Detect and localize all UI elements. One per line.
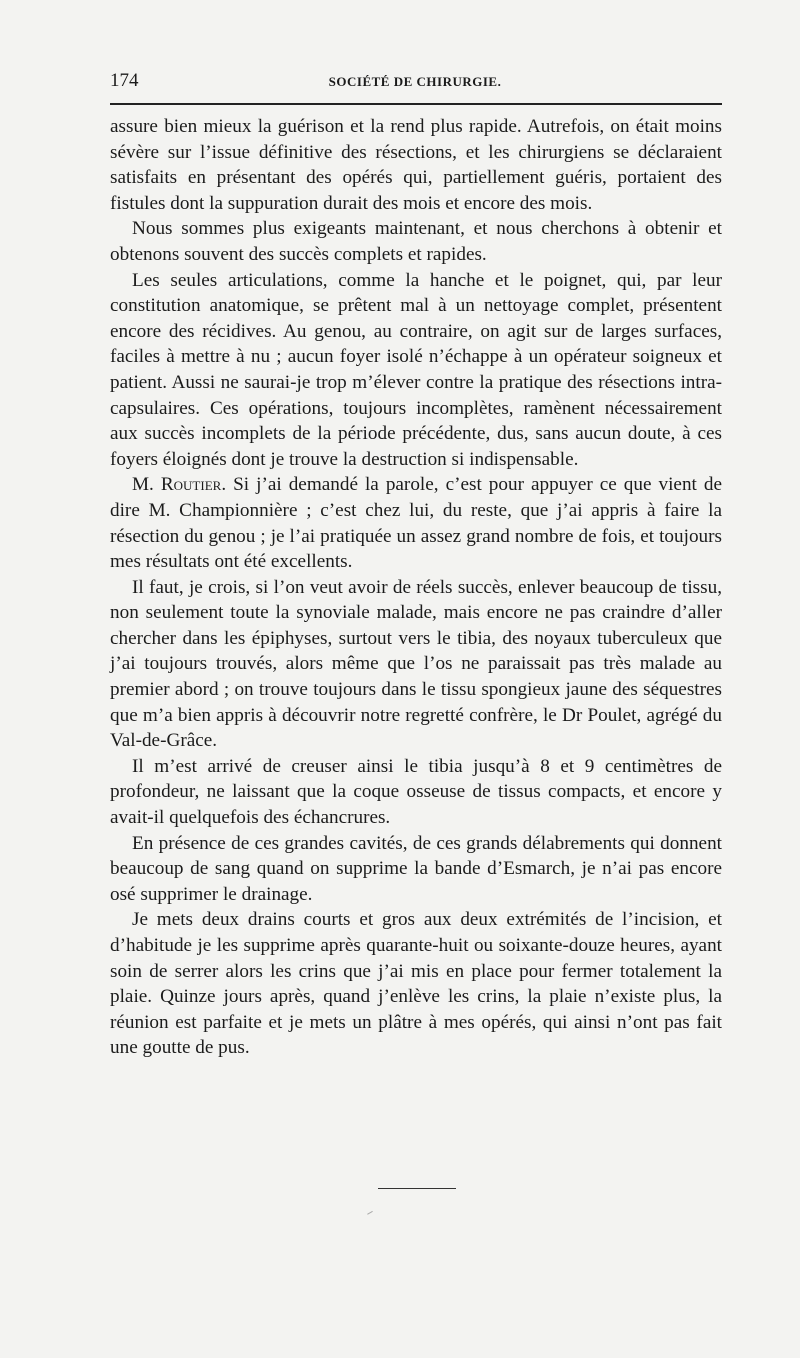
section-end-rule (378, 1188, 456, 1189)
paragraph: Je mets deux drains courts et gros aux deux extrémités de l’incision, et d’habitude je les supprime après quarante-huit ou soixante-douze heures, ayant soin de serrer alors les crins que j’ai mis en place pour fermer totalement la plaie. Quinze jours après, quand j’enlève les crins, la plaie n’existe plus, la réunion est parfaite et je mets un plâtre à mes opérés, qui ainsi n’ont pas fait une goutte de pus. (110, 909, 722, 1059)
paragraph: assure bien mieux la guérison et la rend plus rapide. Autrefois, on était moins sévère sur l’issue définitive des résections, et les chirurgiens se déclaraient satisfaits en présentant des opérés qui, partiellement guéris, portaient des fistules dont la suppuration durait des mois et encore des mois. (110, 116, 722, 214)
paragraph: Il m’est arrivé de creuser ainsi le tibia jusqu’à 8 et 9 centimètres de profondeur, ne laissant que la coque osseuse de tissus compacts, et encore y avait-il quelquefois des échancrures. (110, 755, 722, 829)
running-title: SOCIÉTÉ DE CHIRURGIE. (328, 74, 502, 89)
header-rule (110, 103, 722, 105)
paragraph: Nous sommes plus exigeants maintenant, et nous cherchons à obtenir et obtenons souvent des succès complets et rapides. (110, 218, 722, 265)
body-text (110, 114, 722, 1061)
paragraph: En présence de ces grandes cavités, de ces grands délabrements qui donnent beaucoup de sang quand on supprime la bande d’Esmarch, je n’ai pas encore osé supprimer le drainage. (110, 832, 722, 905)
speaker-name: M. Routier. (132, 474, 227, 496)
paper-mark (367, 1211, 375, 1218)
page-number: 174 (110, 70, 139, 91)
speaker-remarks: Si j’ai demandé la parole, c’est pour appuyer ce que vient de dire M. Championnière ; c’est chez lui, du reste, que j’ai appris à faire la résection du genou ; je l’ai pratiquée un assez grand nombre de fois, et toujours mes résultats ont été excellents. (110, 474, 722, 573)
page-header (110, 66, 720, 102)
paragraph (110, 472, 722, 574)
paragraph: Il faut, je crois, si l’on veut avoir de réels succès, enlever beaucoup de tissu, non seulement toute la synoviale malade, mais encore ne pas craindre d’aller chercher dans les épiphyses, surtout vers le tibia, des noyaux tuberculeux que j’ai toujours trouvés, alors même que l’os ne paraissait pas très malade au premier abord ; on trouve toujours dans le tissu spongieux jaune des séquestres que m’a bien appris à découvrir notre regretté confrère, le Dr Poulet, agrégé du Val-de-Grâce. (110, 576, 722, 752)
paragraph: Les seules articulations, comme la hanche et le poignet, qui, par leur constitution anatomique, se prêtent mal à un nettoyage complet, présentent encore des récidives. Au genou, au contraire, on agit sur de larges surfaces, faciles à mettre à nu ; aucun foyer isolé n’échappe à un opérateur soigneux et patient. Aussi ne saurai-je trop m’élever contre la pratique des résections intra-capsulaires. Ces opérations, toujours incomplètes, ramènent nécessairement aux succès incomplets de la période précédente, dus, sans aucun doute, à ces foyers éloignés dont je trouve la destruction si indispensable. (110, 269, 722, 470)
